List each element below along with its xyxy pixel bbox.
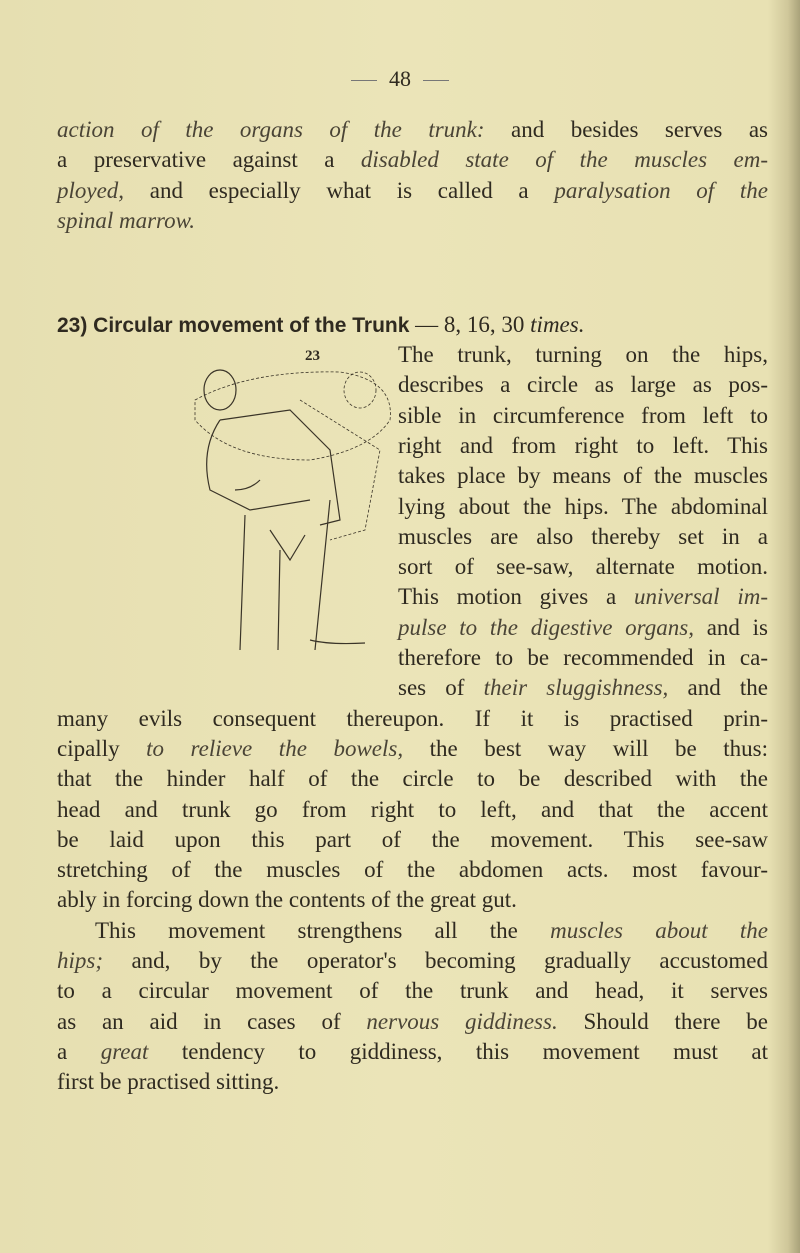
text-line (57, 886, 768, 914)
italic-text: to relieve the bowels, (146, 735, 404, 761)
text-line (57, 116, 768, 144)
text-run: The trunk, turning on the hips, (398, 342, 768, 367)
section-heading (57, 312, 768, 338)
text-run: head and trunk go from right to left, and that the accent (57, 796, 768, 822)
figure-illustration (190, 360, 405, 650)
italic-text: spinal marrow. (57, 207, 196, 233)
text-line (57, 146, 768, 174)
text-run: This motion gives a (398, 584, 634, 610)
text-line (398, 674, 768, 702)
text-run: and, by the operator's becoming gradually accustomed (103, 948, 768, 973)
text-run: the best way will be thus: (403, 735, 768, 761)
italic-text: nervous giddiness. (366, 1008, 558, 1034)
text-run: that the hinder half of the circle to be described with the (57, 766, 768, 792)
page-number (0, 66, 800, 92)
text-run: sort of see-saw, alternate motion. (398, 554, 768, 580)
text-line (57, 856, 768, 884)
text-line (57, 177, 768, 205)
italic-text: paralysation of the (554, 177, 768, 203)
text-run: This movement strengthens all the (95, 917, 551, 943)
italic-text: action of the organs of the trunk: (57, 117, 485, 142)
text-line (57, 796, 768, 824)
text-run: and the (668, 675, 768, 701)
text-line (398, 523, 768, 551)
dash-right (423, 80, 449, 81)
text-run: as an aid in cases of (57, 1008, 367, 1034)
text-line (95, 917, 768, 945)
text-run: many evils consequent thereupon. If it is practised prin- (57, 705, 768, 731)
italic-text: pulse to the digestive organs, (398, 614, 694, 640)
dash-left (351, 80, 377, 81)
heading-unit: times. (530, 312, 585, 337)
text-run: muscles are also thereby set in a (398, 523, 768, 549)
text-run: a (57, 1038, 101, 1064)
text-run: be laid upon this part of the movement. This see-saw (57, 826, 768, 852)
text-line (398, 644, 768, 672)
text-run: a preservative against a (57, 147, 361, 173)
figure-label: 23 (305, 348, 320, 364)
page-number-text: 48 (389, 66, 411, 91)
text-run: therefore to be recommended in ca- (398, 645, 768, 670)
text-run: and especially what is called a (124, 177, 555, 203)
heading-counts: — 8, 16, 30 (409, 312, 531, 337)
text-line (57, 207, 768, 235)
text-run: Should there be (557, 1008, 768, 1034)
text-run: takes place by means of the muscles (398, 463, 768, 489)
italic-text: ployed, (57, 177, 125, 203)
text-line (57, 947, 768, 975)
italic-text: universal im- (633, 584, 768, 610)
text-line (398, 462, 768, 490)
italic-text: great (100, 1038, 149, 1064)
text-run: right and from right to left. This (398, 432, 768, 458)
text-line (398, 432, 768, 460)
text-line (57, 1008, 768, 1036)
text-line (57, 735, 768, 763)
text-run: to a circular movement of the trunk and head, it serves (57, 978, 768, 1004)
text-line (57, 765, 768, 793)
text-line (57, 826, 768, 854)
text-run: ably in forcing down the contents of the great gut. (57, 887, 517, 913)
text-line (398, 341, 768, 369)
text-run: and is (693, 614, 768, 640)
text-run: ses of (398, 675, 484, 701)
text-line (398, 614, 768, 642)
italic-text: muscles about the (550, 917, 768, 943)
text-line (398, 553, 768, 581)
text-line (57, 1038, 768, 1066)
text-line (398, 583, 768, 611)
text-run: lying about the hips. The abdominal (398, 493, 768, 519)
head-left (204, 370, 236, 410)
text-run: first be practised sitting. (57, 1069, 280, 1095)
text-run: stretching of the muscles of the abdomen acts. most favour- (57, 857, 768, 883)
text-run: describes a circle as large as pos- (398, 372, 768, 398)
text-line (398, 402, 768, 430)
text-run: sible in circumference from left to (398, 402, 768, 428)
text-line (57, 977, 768, 1005)
text-run: tendency to giddiness, this movement must at (148, 1038, 768, 1064)
text-run: and besides serves as (484, 117, 768, 142)
text-line (398, 371, 768, 399)
text-line (57, 705, 768, 733)
italic-text: hips; (57, 948, 103, 973)
text-line (398, 493, 768, 521)
text-run: cipally (57, 735, 147, 761)
text-line (57, 1068, 768, 1096)
italic-text: disabled state of the muscles em- (360, 147, 769, 173)
heading-title: 23) Circular movement of the Trunk (57, 314, 410, 337)
italic-text: their sluggishness, (483, 675, 669, 701)
